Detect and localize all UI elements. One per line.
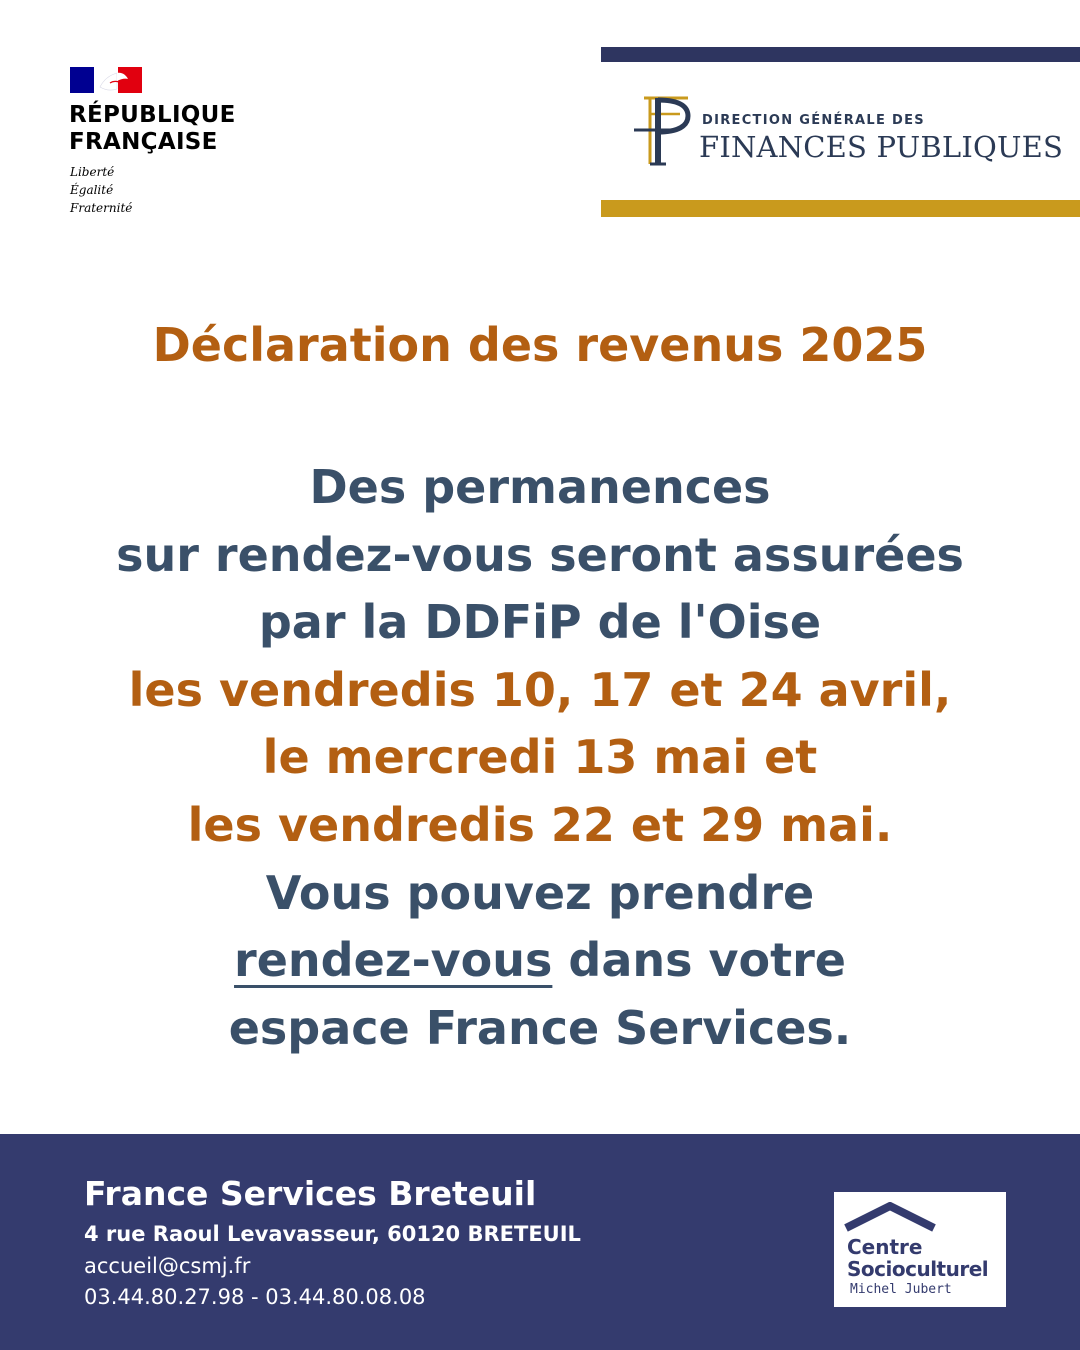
house-roof-icon	[842, 1202, 942, 1236]
dgfip-gold-bar	[601, 200, 1080, 217]
announcement-text	[0, 454, 1080, 1062]
republique-francaise-logo	[69, 66, 269, 226]
csmj-logo-line3: Michel Jubert	[850, 1282, 952, 1297]
marianne-flag-icon	[70, 67, 142, 93]
rendez-vous-link[interactable]: rendez-vous	[234, 933, 553, 988]
closing-line-2	[0, 927, 1080, 995]
footer-phones[interactable]: 03.44.80.27.98 - 03.44.80.08.08	[84, 1285, 426, 1309]
closing-line-2-rest: dans votre	[552, 933, 846, 988]
republique-name-line1: RÉPUBLIQUE	[69, 102, 236, 128]
footer-email[interactable]: accueil@csmj.fr	[84, 1254, 251, 1278]
headline: Déclaration des revenus 2025	[152, 318, 928, 372]
body-line-3: par la DDFiP de l'Oise	[258, 595, 822, 650]
body-line-1: Des permanences	[309, 460, 771, 514]
dgfip-navy-bar	[601, 47, 1080, 62]
date-line-1: les vendredis 10, 17 et 24 avril,	[128, 662, 952, 717]
footer-address: 4 rue Raoul Levavasseur, 60120 BRETEUIL	[84, 1222, 581, 1246]
date-line-2: le mercredi 13 mai et	[262, 730, 818, 785]
dgfip-fp-monogram-icon	[630, 94, 692, 168]
closing-line-1: Vous pouvez prendre	[265, 865, 815, 920]
footer	[0, 1134, 1080, 1350]
csmj-logo-line1: Centre	[847, 1235, 923, 1259]
centre-socioculturel-logo	[834, 1192, 1006, 1307]
dgfip-title-line2: FINANCES PUBLIQUES	[699, 130, 1064, 164]
date-line-3: les vendredis 22 et 29 mai.	[187, 797, 893, 852]
motto-fraternite: Fraternité	[70, 201, 133, 215]
closing-line-3: espace France Services.	[228, 1000, 852, 1055]
csmj-logo-line2: Socioculturel	[847, 1257, 989, 1281]
motto-liberte: Liberté	[70, 165, 115, 179]
footer-org-name: France Services Breteuil	[84, 1174, 537, 1213]
body-line-2: sur rendez-vous seront assurées	[116, 527, 964, 582]
motto-egalite: Égalité	[70, 183, 114, 197]
dgfip-title-line1: DIRECTION GÉNÉRALE DES	[702, 113, 925, 128]
republique-name-line2: FRANÇAISE	[69, 129, 218, 155]
